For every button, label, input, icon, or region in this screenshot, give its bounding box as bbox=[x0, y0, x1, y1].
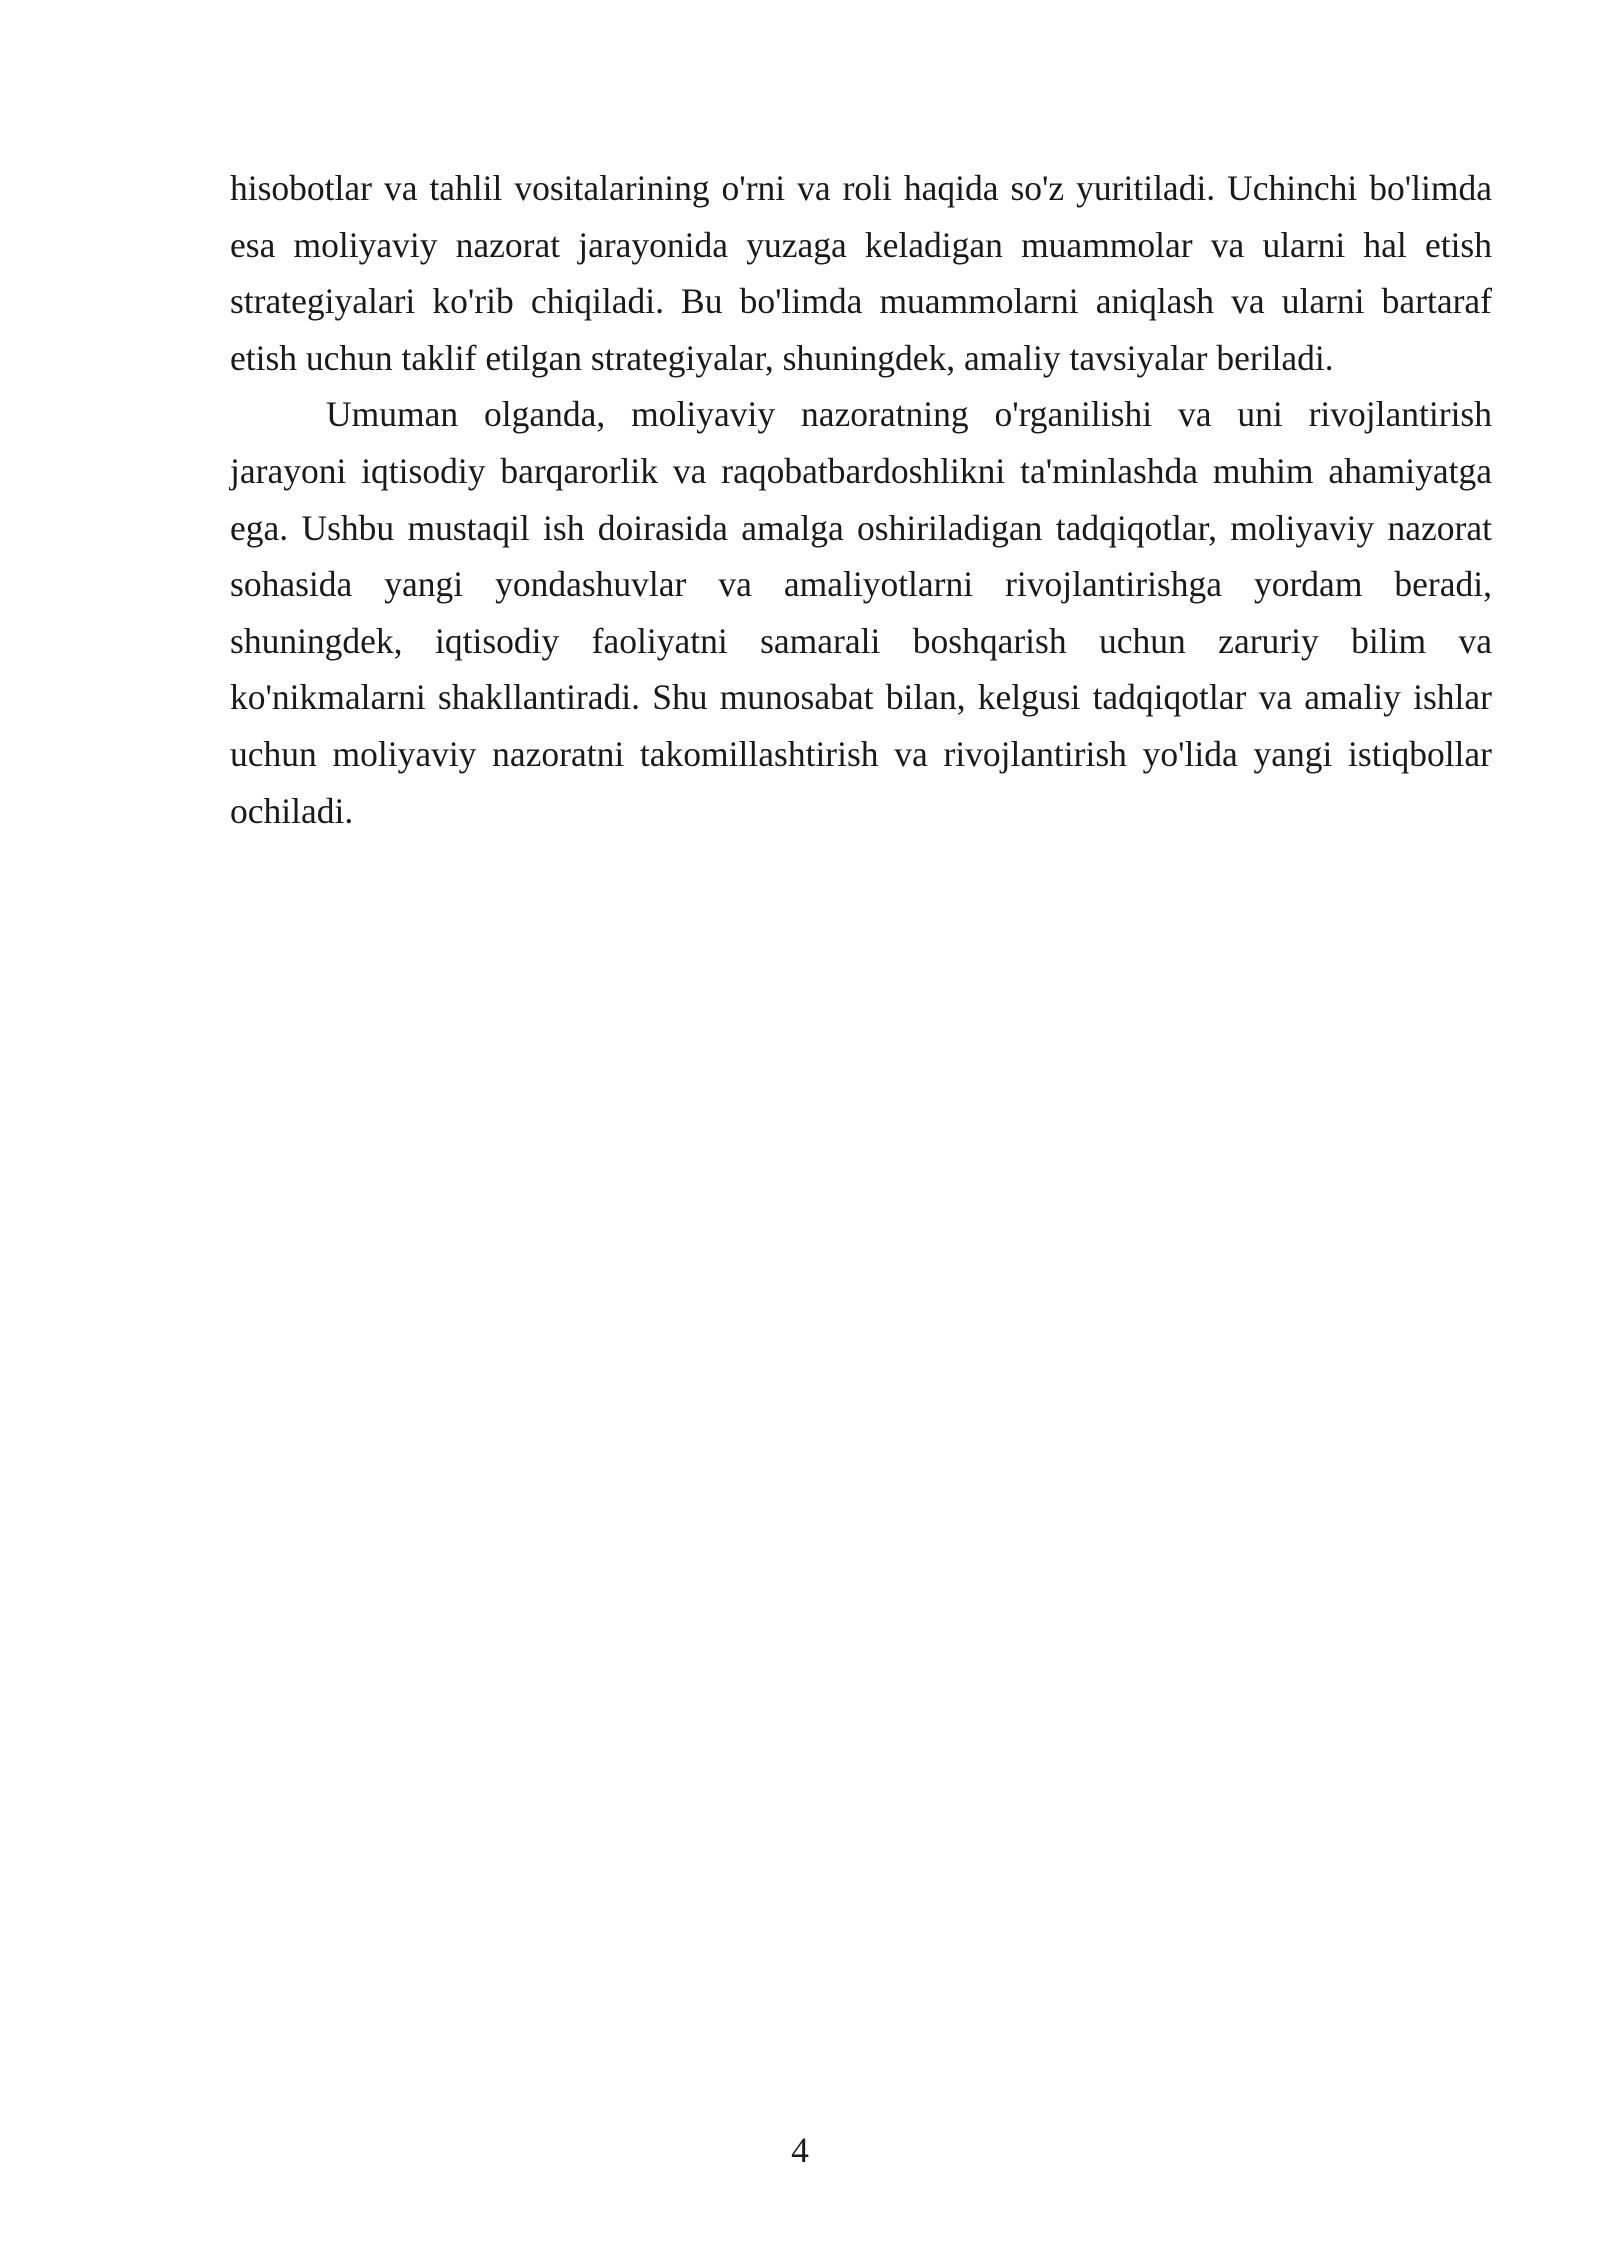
body-text bbox=[230, 160, 1492, 839]
paragraph-continuation: hisobotlar va tahlil vositalarining o'rni va roli haqida so'z yuritiladi. Uchinchi bo'limda esa moliyaviy nazorat jarayonida yuzaga keladigan muammolar va ularni hal etish strategiyalari ko'rib chiqiladi. Bu bo'limda muammolarni aniqlash va ularni bartaraf etish uchun taklif etilgan strategiyalar, shuningdek, amaliy tavsiyalar beriladi. bbox=[230, 168, 1492, 378]
paragraph-conclusion: Umuman olganda, moliyaviy nazoratning o'rganilishi va uni rivojlantirish jarayoni iqtisodiy barqarorlik va raqobatbardoshlikni ta'minlashda muhim ahamiyatga ega. Ushbu mustaqil ish doirasida amalga oshiriladigan tadqiqotlar, moliyaviy nazorat sohasida yangi yondashuvlar va amaliyotlarni rivojlantirishga yordam beradi, shuningdek, iqtisodiy faoliyatni samarali boshqarish uchun zaruriy bilim va ko'nikmalarni shakllantiradi. Shu munosabat bilan, kelgusi tadqiqotlar va amaliy ishlar uchun moliyaviy nazoratni takomillashtirish va rivojlantirish yo'lida yangi istiqbollar ochiladi. bbox=[230, 394, 1492, 831]
page-number: 4 bbox=[791, 2130, 809, 2170]
